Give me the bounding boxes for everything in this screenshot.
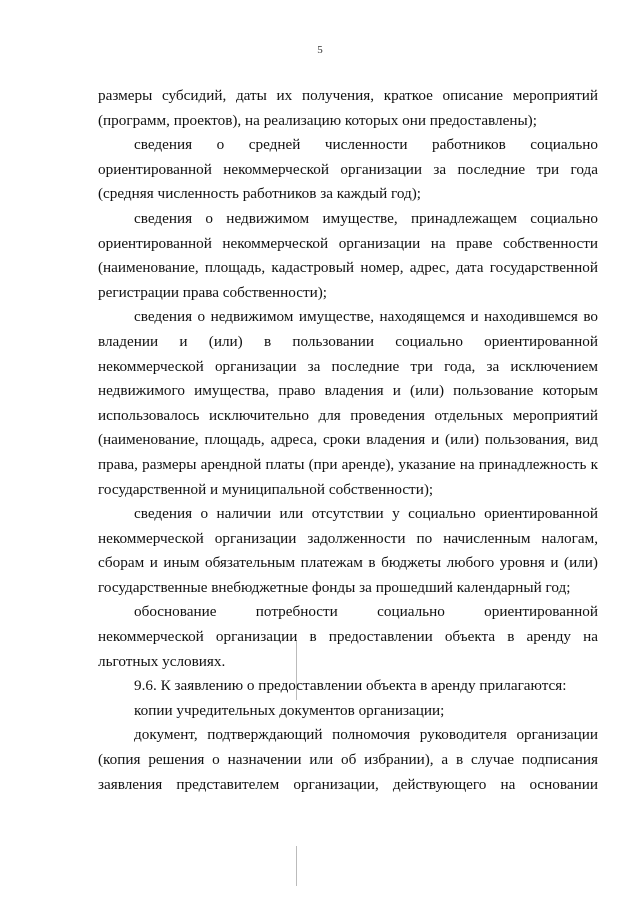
paragraph <box>98 699 598 724</box>
text-line: ориентированной некоммерческой организации на праве собственности <box>98 234 598 252</box>
paragraph <box>98 84 598 133</box>
paragraph <box>98 207 598 305</box>
text-line: сведения о средней численности работников социально <box>134 136 598 154</box>
text-line: льготных условиях. <box>98 652 226 670</box>
paragraph <box>98 674 598 699</box>
text-line: некоммерческой организации в предоставлении объекта в аренду на <box>98 628 598 646</box>
text-line: (копия решения о назначении или об избрании), а в случае подписания <box>98 751 598 769</box>
text-line: 9.6. К заявлению о предоставлении объекта в аренду прилагаются: <box>134 677 567 695</box>
text-line: (наименование, площадь, адреса, сроки владения и (или) пользования, вид <box>98 431 598 449</box>
text-line: сведения о недвижимом имуществе, принадлежащем социально <box>134 209 598 227</box>
paragraph <box>98 600 598 674</box>
text-line: заявления представителем организации, действующего на основании <box>98 775 598 793</box>
text-line: государственные внебюджетные фонды за прошедший календарный год; <box>98 578 571 596</box>
text-line: регистрации права собственности); <box>98 283 328 301</box>
text-line: использовалось исключительно для проведения отдельных мероприятий <box>98 406 598 424</box>
text-line: некоммерческой организации задолженности по начисленным налогам, <box>98 529 598 547</box>
text-line: сведения о недвижимом имуществе, находящемся и находившемся во <box>134 308 598 326</box>
text-line: ориентированной некоммерческой организации за последние три года <box>98 160 598 178</box>
paragraph <box>98 305 598 502</box>
paragraph <box>98 133 598 207</box>
text-line: владении и (или) в пользовании социально ориентированной <box>98 332 598 350</box>
paragraph <box>98 502 598 600</box>
text-line: государственной и муниципальной собственности); <box>98 480 434 498</box>
text-line: некоммерческой организации за последние три года, за исключением <box>98 357 598 375</box>
text-line: (средняя численность работников за каждый год); <box>98 185 422 203</box>
page-number: 5 <box>317 44 323 56</box>
paragraph <box>98 723 598 797</box>
text-line: сборам и иным обязательным платежам в бюджеты любого уровня и (или) <box>98 554 598 572</box>
text-line: недвижимого имущества, право владения и (или) пользование которым <box>98 382 598 400</box>
text-line: копии учредительных документов организации; <box>134 701 445 719</box>
text-line: (наименование, площадь, кадастровый номер, адрес, дата государственной <box>98 259 598 277</box>
scan-artifact-line <box>296 846 297 886</box>
text-line: обоснование потребности социально ориентированной <box>134 603 598 621</box>
text-line: (программ, проектов), на реализацию которых они предоставлены); <box>98 111 537 129</box>
document-body <box>98 84 598 797</box>
text-line: размеры субсидий, даты их получения, краткое описание мероприятий <box>98 87 598 104</box>
text-line: документ, подтверждающий полномочия руководителя организации <box>134 726 598 744</box>
text-line: права, размеры арендной платы (при аренде), указание на принадлежность к <box>98 455 598 473</box>
text-line: сведения о наличии или отсутствии у социально ориентированной <box>134 505 598 523</box>
